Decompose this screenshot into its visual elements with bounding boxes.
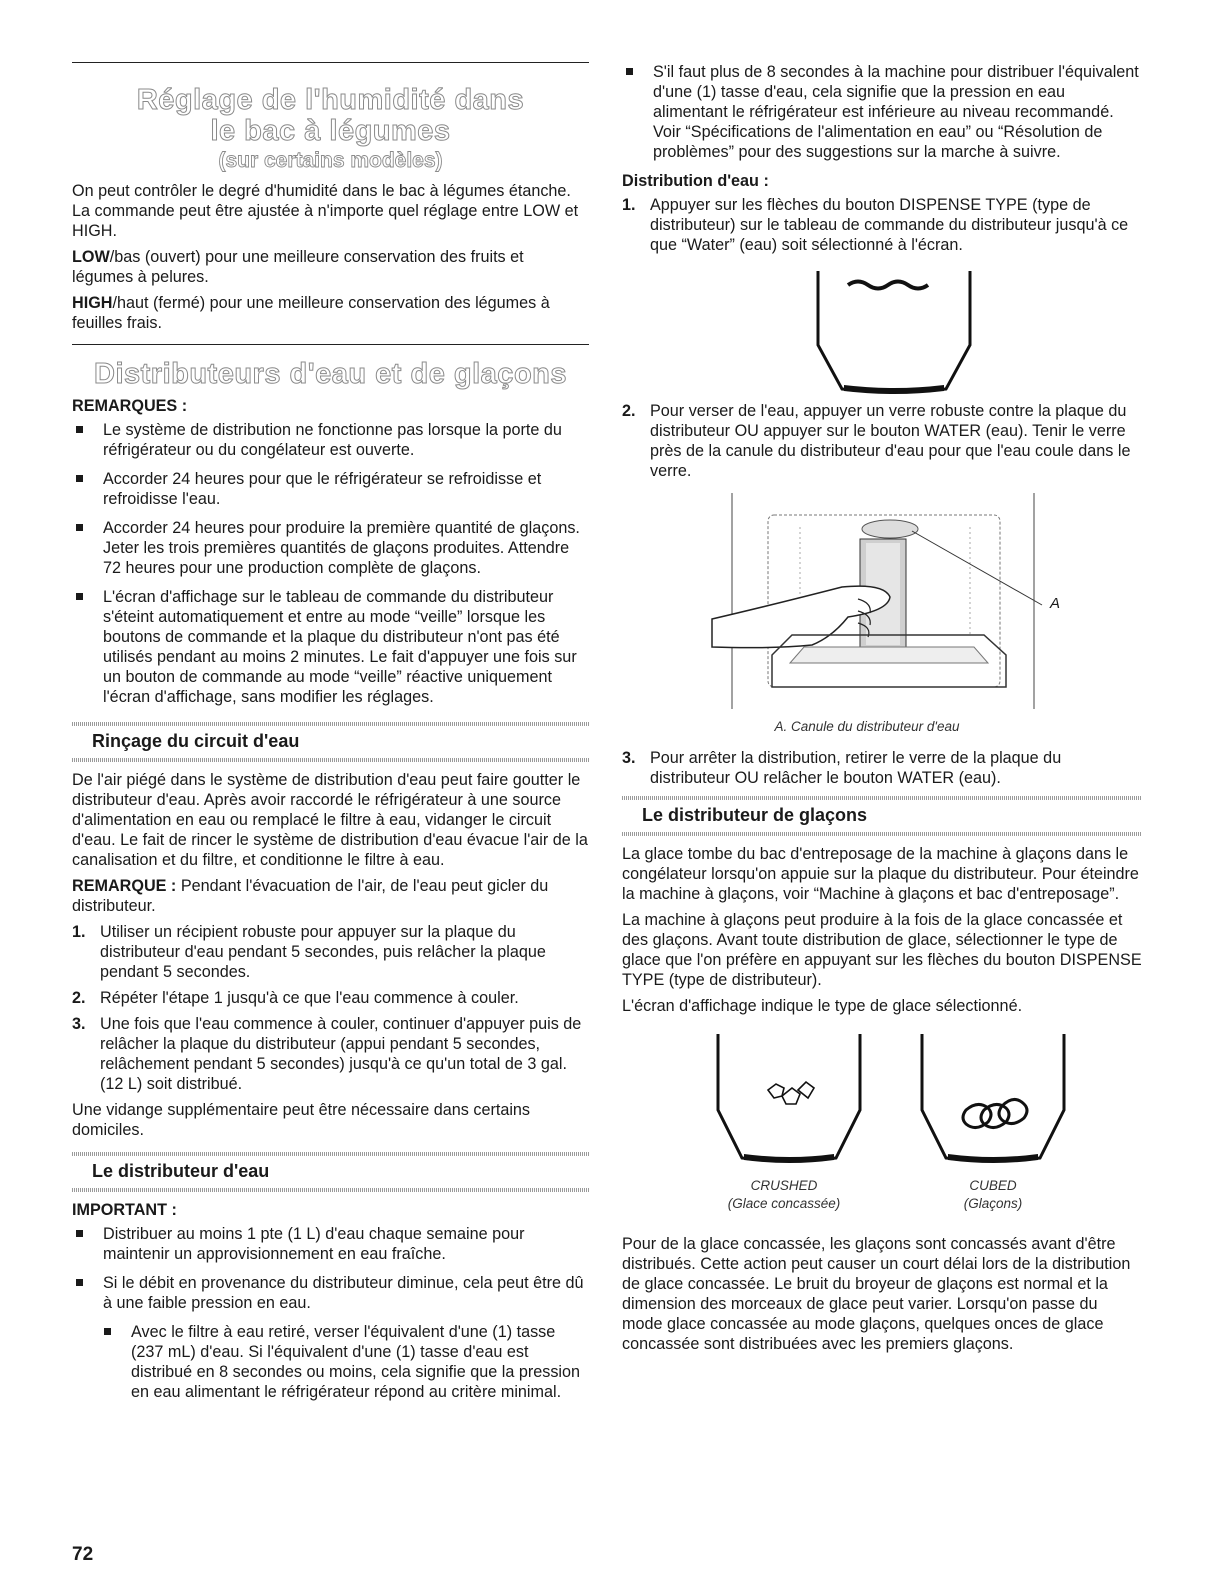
important-list bbox=[72, 1224, 589, 1313]
high-label: HIGH bbox=[72, 294, 113, 312]
crushed-label: CRUSHED bbox=[750, 1178, 818, 1193]
glacons-types: La machine à glaçons peut produire à la fois de la glace concassée et des glaçons. Avant toute distribution de glace, sélectionner le type de glace que l'on préfère en appuyant sur les flèches du bouton DISPENSE TYPE (type de distributeur). bbox=[622, 911, 1142, 989]
list-item: 1. Appuyer sur les flèches du bouton DISPENSE TYPE (type de distributeur) sur le tableau de commande du distributeur jusqu'à ce que “Water” (eau) soit sélectionné à l'écran. bbox=[622, 196, 1129, 254]
rincage-remarque bbox=[72, 876, 589, 916]
humidity-title-line1: Réglage de l'humidité dans bbox=[136, 84, 525, 116]
figure-caption: A. Canule du distributeur d'eau bbox=[774, 719, 960, 734]
distribution-steps-3 bbox=[622, 748, 1142, 788]
remarques-label: REMARQUES : bbox=[72, 397, 188, 415]
right-column bbox=[622, 62, 1142, 1360]
important-label: IMPORTANT : bbox=[72, 1201, 177, 1219]
top-bullet-list bbox=[622, 62, 1142, 162]
callout-a: A bbox=[1050, 595, 1061, 612]
list-item: Accorder 24 heures pour que le réfrigérateur se refroidisse et refroidisse l'eau. bbox=[72, 469, 589, 509]
low-label: LOW bbox=[72, 248, 110, 266]
humidity-low bbox=[72, 247, 589, 287]
rincage-heading-text: Rinçage du circuit d'eau bbox=[92, 731, 300, 751]
remarques-list bbox=[72, 420, 589, 707]
distribution-steps bbox=[622, 195, 1142, 255]
left-column bbox=[72, 62, 589, 1411]
eau-heading-text: Le distributeur d'eau bbox=[92, 1161, 270, 1181]
glacons-heading bbox=[622, 796, 1142, 836]
rincage-steps bbox=[72, 922, 589, 1094]
crushed-icon bbox=[718, 1034, 860, 1163]
humidity-subtitle: (sur certains modèles) bbox=[218, 149, 443, 172]
list-item: Le système de distribution ne fonctionne pas lorsque la porte du réfrigérateur ou du congélateur est ouverte. bbox=[72, 420, 589, 460]
distribution-label: Distribution d'eau : bbox=[622, 172, 769, 190]
eau-heading bbox=[72, 1152, 589, 1192]
low-text: /bas (ouvert) pour une meilleure conservation des fruits et légumes à pelures. bbox=[72, 248, 524, 286]
list-item: L'écran d'affichage sur le tableau de commande du distributeur s'éteint automatiquement et entre au mode “veille” lorsque les boutons de commande et la plaque du distributeur n'ont pas été utilisés pendant au moins 2 minutes. Le fait d'appuyer une fois sur un bouton de commande au mode “veille” réactive uniquement l'écran d'affichage, sans modifier les réglages. bbox=[72, 587, 589, 707]
remarque-label: REMARQUE : bbox=[72, 877, 177, 895]
list-item: 3. Pour arrêter la distribution, retirer le verre de la plaque du distributeur OU relâcher le bouton WATER (eau). bbox=[622, 749, 1062, 787]
ice-display-icons bbox=[622, 1026, 1142, 1178]
list-item: Avec le filtre à eau retiré, verser l'équivalent d'une (1) tasse (237 mL) d'eau. Si l'équivalent d'une (1) tasse d'eau est distribué en 8 secondes ou moins, cela signifie que la pression en eau alimentant le réfrigérateur répond au critère minimal. bbox=[100, 1322, 589, 1402]
humidity-high bbox=[72, 293, 589, 333]
glacons-display: L'écran d'affichage indique le type de glace sélectionné. bbox=[622, 997, 1023, 1015]
cubed-icon bbox=[922, 1034, 1064, 1163]
dispensers-title: Distributeurs d'eau et de glaçons bbox=[94, 358, 567, 390]
list-item: Distribuer au moins 1 pte (1 L) d'eau chaque semaine pour maintenir un approvisionnement en eau fraîche. bbox=[72, 1224, 589, 1264]
list-item: S'il faut plus de 8 secondes à la machine pour distribuer l'équivalent d'une (1) tasse d'eau, cela signifie que la pression en eau alimentant le réfrigérateur est inférieure au niveau recommandé. Voir “Spécifications de l'alimentation en eau” ou “Résolution de problèmes” pour des suggestions sur la marche à suivre. bbox=[622, 62, 1142, 162]
list-item: Si le débit en provenance du distributeur diminue, cela peut être dû à une faible pression en eau. bbox=[72, 1273, 589, 1313]
crushed-sub: (Glace concassée) bbox=[727, 1196, 841, 1211]
important-sublist bbox=[100, 1322, 589, 1402]
cubed-label: CUBED bbox=[969, 1178, 1017, 1193]
glacons-heading-text: Le distributeur de glaçons bbox=[642, 805, 868, 825]
list-item: 2. Pour verser de l'eau, appuyer un verre robuste contre la plaque du distributeur OU appuyer sur le bouton WATER (eau). Tenir le verre près de la canule du distributeur d'eau pour que l'eau coule dans le verre. bbox=[622, 402, 1131, 480]
rincage-outro: Une vidange supplémentaire peut être nécessaire dans certains domiciles. bbox=[72, 1101, 531, 1139]
humidity-title-line2: le bac à légumes bbox=[210, 115, 451, 147]
rincage-heading bbox=[72, 722, 589, 762]
humidity-intro: On peut contrôler le degré d'humidité dans le bac à légumes étanche. La commande peut être ajustée à n'importe quel réglage entre LOW et HIGH. bbox=[72, 182, 579, 240]
remarque-text: Pendant l'évacuation de l'air, de l'eau peut gicler du distributeur. bbox=[72, 877, 549, 915]
high-text: /haut (fermé) pour une meilleure conservation des légumes à feuilles frais. bbox=[72, 294, 550, 332]
list-item: 1. Utiliser un récipient robuste pour appuyer sur la plaque du distributeur d'eau pendant 5 secondes, puis relâcher la plaque pendant 5 secondes. bbox=[72, 923, 546, 981]
glacons-intro: La glace tombe du bac d'entreposage de la machine à glaçons dans le congélateur lorsqu'on appuie sur la plaque du distributeur. Pour éteindre la machine à glaçons, voir “Machine à glaçons et bac d'entreposage”. bbox=[622, 845, 1139, 903]
glacons-crushed-info: Pour de la glace concassée, les glaçons sont concassés avant d'être distribués. Cette action peut causer un court délai lors de la distribution de glace concassée. Le bruit du broyeur de glaçons est normal et la dimension des morceaux de glace peut varier. Lorsqu'on passe du mode glace concassée au mode glaçons, quelques onces de glace concassée sont distribuées avec les premiers glaçons. bbox=[622, 1235, 1131, 1353]
page-number: 72 bbox=[72, 1544, 94, 1565]
dispenser-illustration bbox=[622, 487, 1142, 719]
ice-captions bbox=[622, 1178, 1142, 1222]
dispenser-figure bbox=[622, 487, 1142, 719]
list-item: Accorder 24 heures pour produire la première quantité de glaçons. Jeter les trois premières quantités de glaçons produites. Attendre 72 heures pour une production complète de glaçons. bbox=[72, 518, 589, 578]
rincage-intro: De l'air piégé dans le système de distribution d'eau peut faire goutter le distributeur d'eau. Après avoir raccordé le réfrigérateur à une source d'alimentation en eau ou remplacé le filtre à eau, vidanger le circuit d'eau. Le fait de rincer le système de distribution d'eau évacue l'air de la canalisation et du filtre, et conditionne le filtre à eau. bbox=[72, 771, 588, 869]
list-item: 2. Répéter l'étape 1 jusqu'à ce que l'eau commence à couler. bbox=[72, 989, 519, 1007]
list-item: 3. Une fois que l'eau commence à couler, continuer d'appuyer puis de relâcher la plaque du distributeur (appui pendant 5 secondes, relâchement pendant 5 secondes) jusqu'à ce qu'un total de 3 gal. (12 L) soit distribué. bbox=[72, 1015, 582, 1093]
water-display-icon bbox=[622, 261, 1142, 401]
cubed-sub: (Glaçons) bbox=[963, 1196, 1023, 1211]
distribution-steps-2 bbox=[622, 401, 1142, 481]
